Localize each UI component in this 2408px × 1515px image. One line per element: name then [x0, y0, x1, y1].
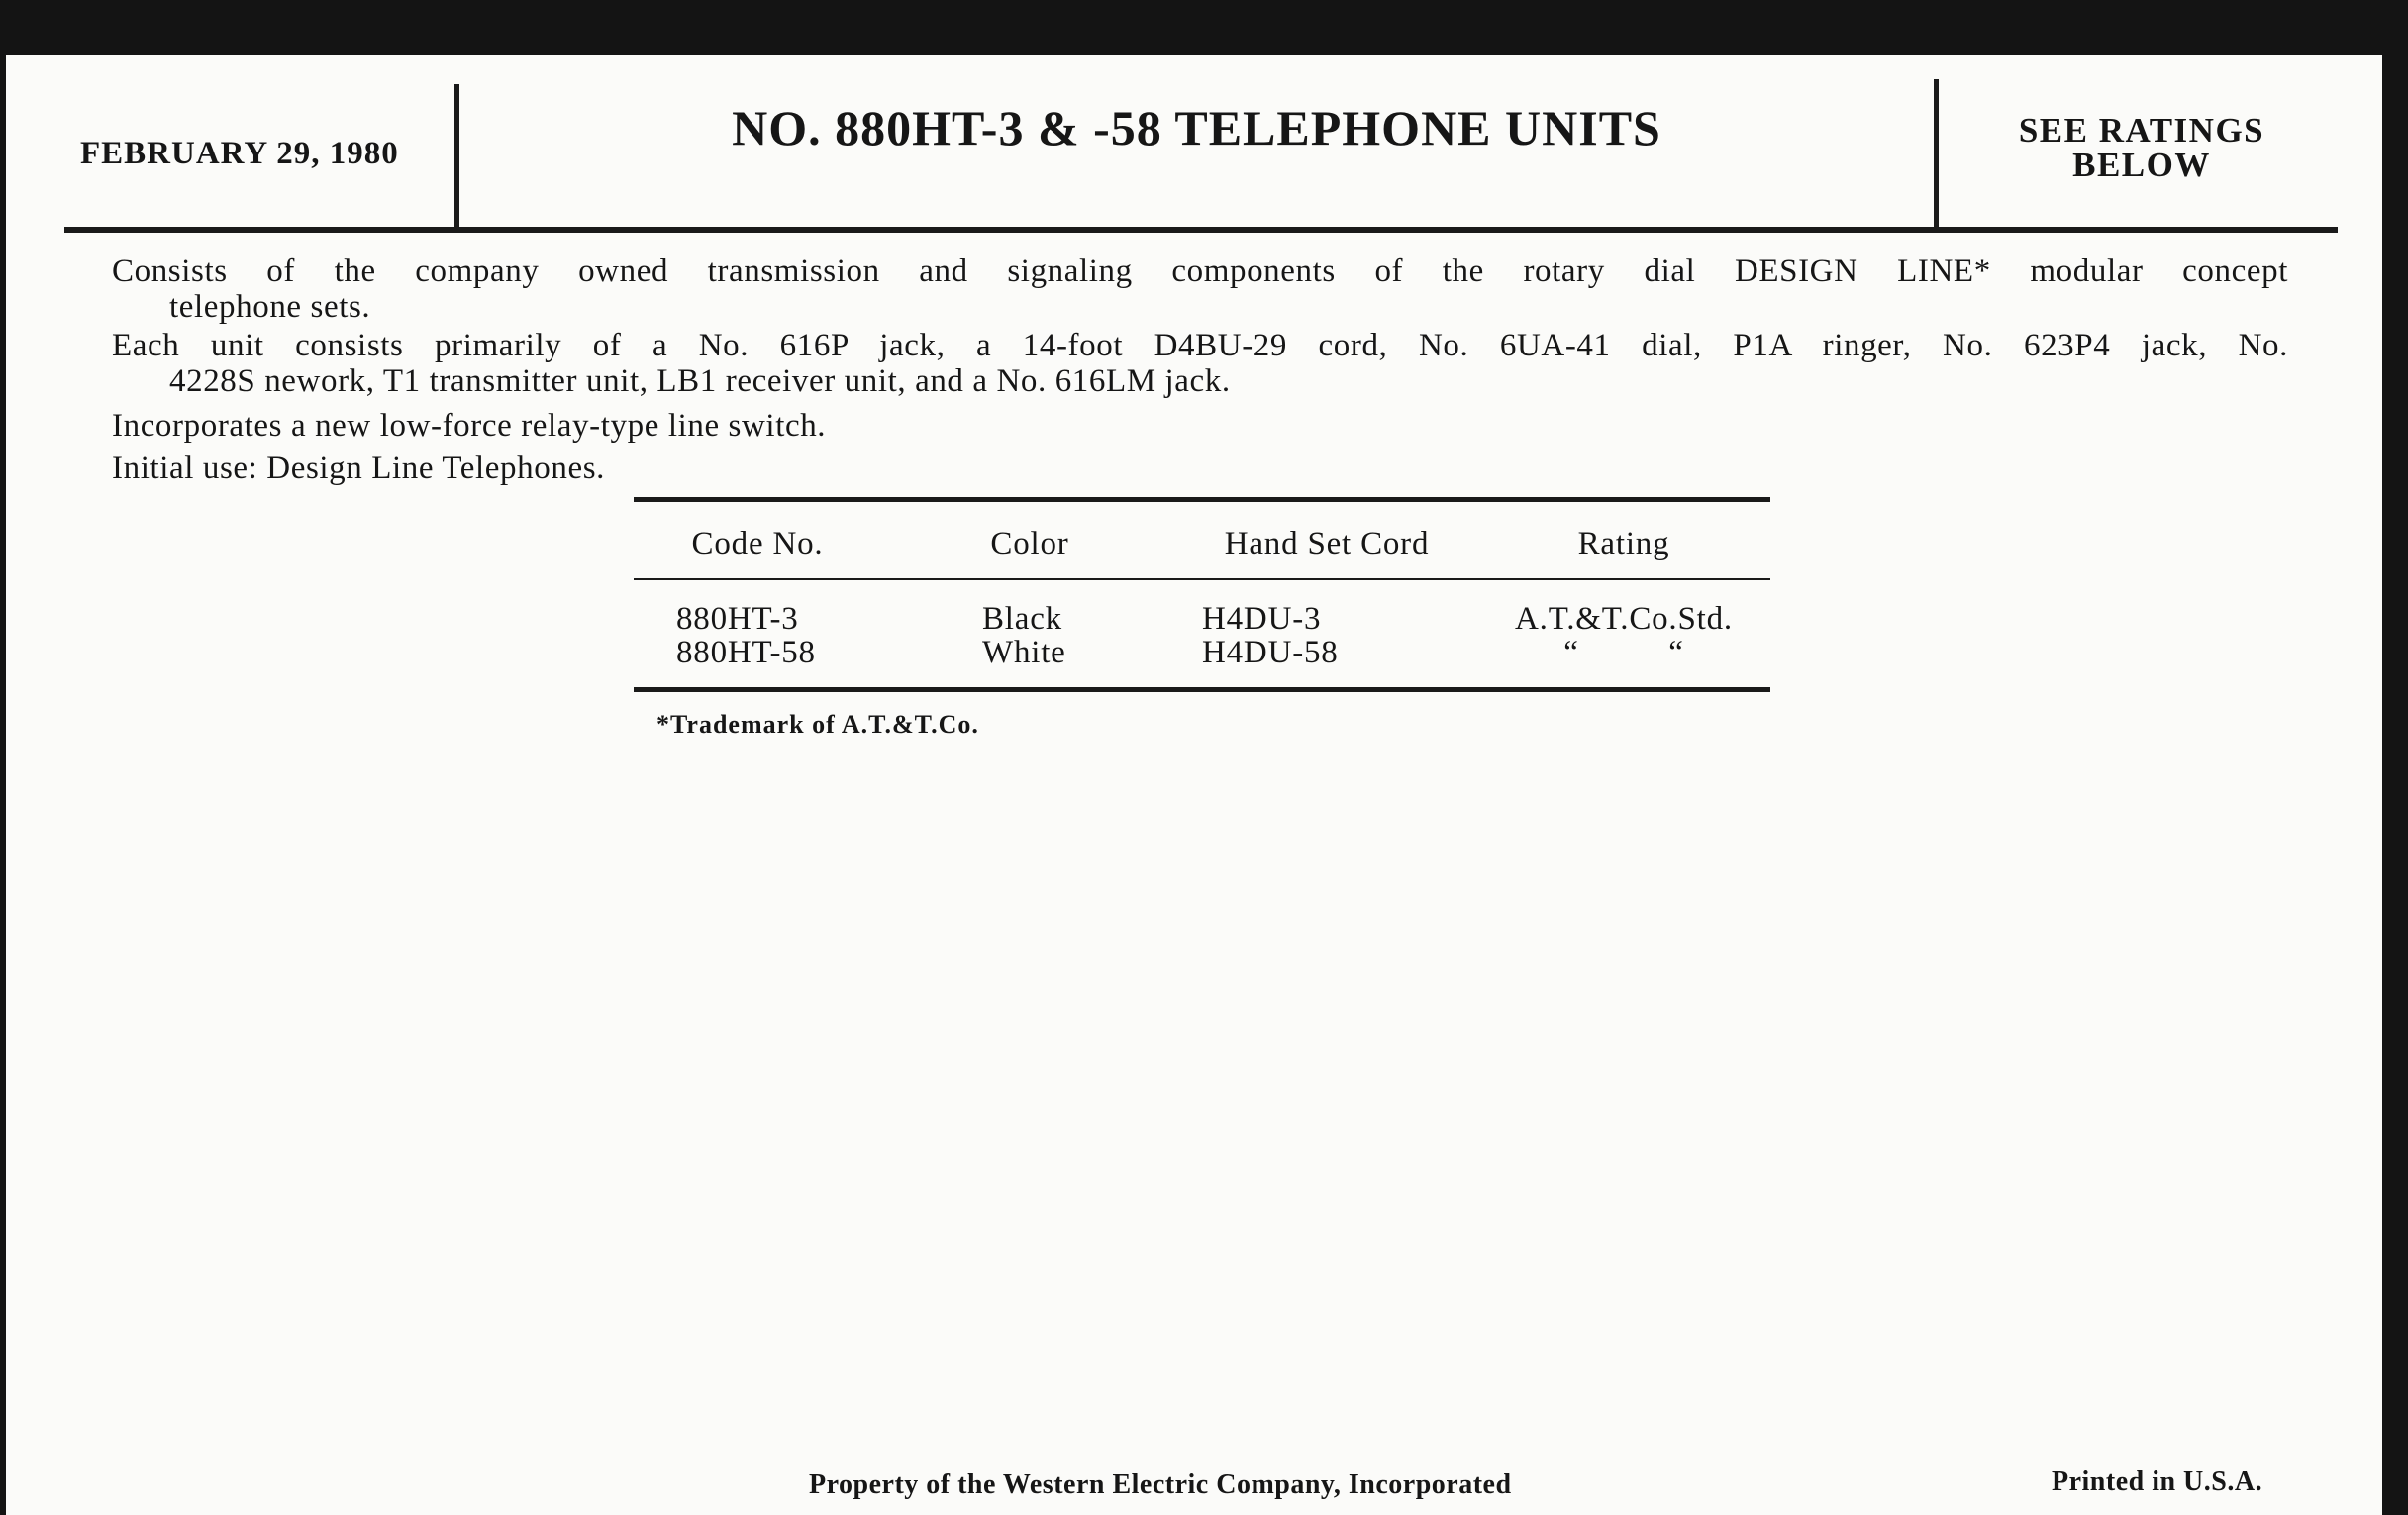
table-bottom-rule — [634, 687, 1770, 692]
table-cell-code: 880HT-3 — [676, 601, 799, 637]
components-paragraph-line1: Each unit consists primarily of a No. 616P jack, a 14-foot D4BU-29 cord, No. 6UA-41 dial, P1A ringer, No. 623P4 jack, No. — [112, 328, 2288, 363]
column-header-cord: Hand Set Cord — [1224, 526, 1430, 561]
table-header-rule — [634, 578, 1770, 580]
issue-date: FEBRUARY 29, 1980 — [80, 136, 399, 171]
header-rule — [64, 227, 2338, 233]
table-cell-rating-ditto: “ “ — [1563, 635, 1684, 670]
property-notice: Property of the Western Electric Company, Incorporated — [809, 1469, 1512, 1500]
table-cell-color: Black — [982, 601, 1062, 637]
ratings-note-line1: SEE RATINGS — [2018, 111, 2265, 150]
table-cell-color: White — [982, 635, 1066, 670]
table-cell-code: 880HT-58 — [676, 635, 816, 670]
ratings-note-line2: BELOW — [2072, 146, 2211, 184]
page-title: NO. 880HT-3 & -58 TELEPHONE UNITS — [732, 100, 1661, 155]
column-header-code: Code No. — [691, 526, 824, 561]
description-paragraph-line2: telephone sets. — [169, 289, 371, 325]
table-cell-rating: A.T.&T.Co.Std. — [1515, 601, 1733, 637]
line-switch-paragraph: Incorporates a new low-force relay-type line switch. — [112, 408, 827, 444]
trademark-footnote: *Trademark of A.T.&T.Co. — [656, 710, 979, 739]
table-top-rule — [634, 497, 1770, 502]
column-header-rating: Rating — [1577, 526, 1670, 561]
description-paragraph-line1: Consists of the company owned transmission and signaling components of the rotary dial DESIGN LINE* modular concept — [112, 253, 2288, 289]
printed-notice: Printed in U.S.A. — [2052, 1466, 2263, 1497]
initial-use-paragraph: Initial use: Design Line Telephones. — [112, 451, 605, 486]
table-cell-cord: H4DU-58 — [1202, 635, 1339, 670]
column-header-color: Color — [990, 526, 1069, 561]
components-paragraph-line2: 4228S nework, T1 transmitter unit, LB1 receiver unit, and a No. 616LM jack. — [169, 363, 1231, 399]
table-cell-cord: H4DU-3 — [1202, 601, 1322, 637]
scan-edge — [2382, 55, 2408, 1515]
ratings-note — [1939, 113, 2345, 182]
